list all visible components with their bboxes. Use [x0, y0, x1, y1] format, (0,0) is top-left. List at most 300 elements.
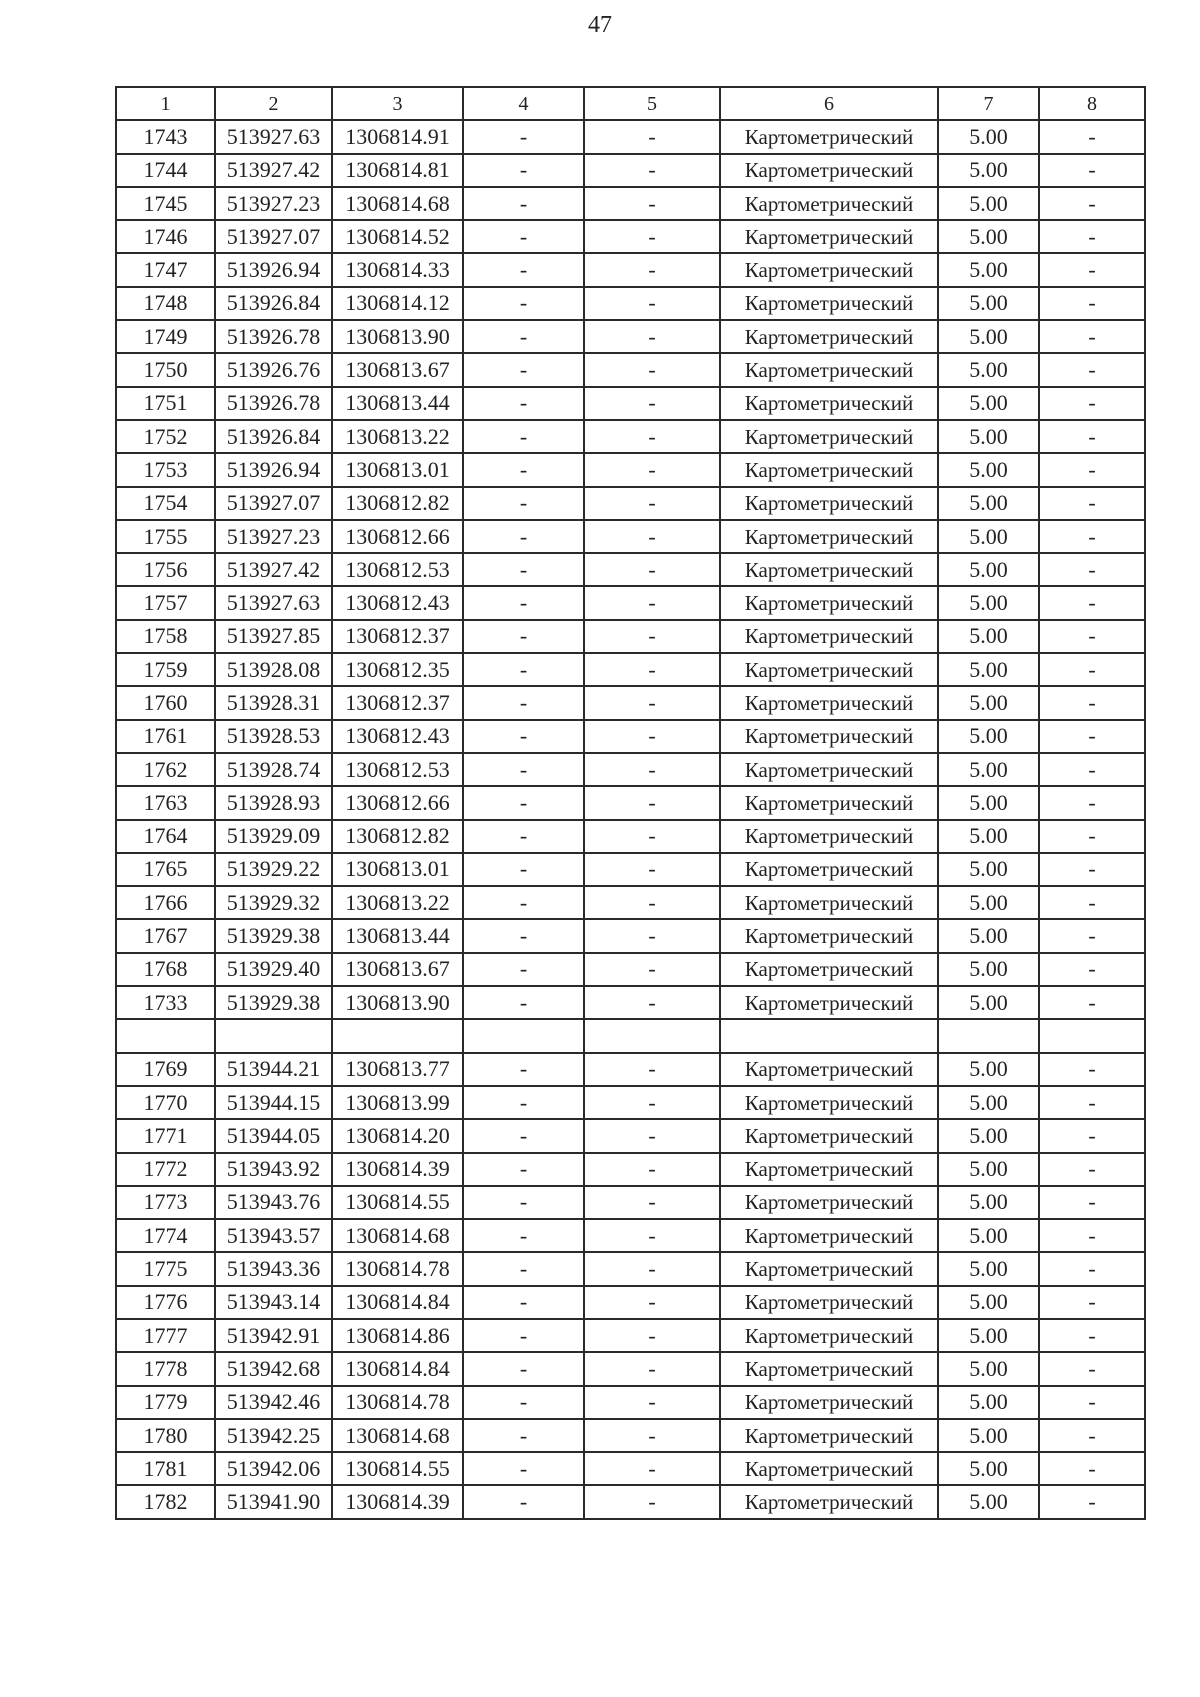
- cell-y-coordinate: 1306813.22: [332, 886, 463, 919]
- cell-point-number: 1781: [116, 1452, 215, 1485]
- cell-col-4-value: -: [463, 1452, 584, 1485]
- cell-col-4-value: -: [463, 1419, 584, 1452]
- cell-accuracy: [938, 1019, 1039, 1052]
- cell-col-8-value: -: [1039, 1286, 1145, 1319]
- table-row: [116, 620, 1145, 653]
- cell-col-8-value: [1039, 1019, 1145, 1052]
- table-row: [116, 853, 1145, 886]
- cell-method: Картометрический: [720, 1452, 938, 1485]
- cell-col-5-value: -: [584, 686, 720, 719]
- cell-y-coordinate: 1306813.01: [332, 453, 463, 486]
- table-row: [116, 953, 1145, 986]
- cell-col-4-value: -: [463, 1086, 584, 1119]
- cell-point-number: 1770: [116, 1086, 215, 1119]
- table-row: [116, 287, 1145, 320]
- cell-accuracy: 5.00: [938, 187, 1039, 220]
- coordinates-table: [115, 86, 1146, 1520]
- cell-col-4-value: -: [463, 953, 584, 986]
- cell-col-5-value: -: [584, 653, 720, 686]
- cell-col-8-value: -: [1039, 1386, 1145, 1419]
- cell-col-8-value: -: [1039, 553, 1145, 586]
- cell-point-number: 1772: [116, 1153, 215, 1186]
- cell-y-coordinate: 1306814.78: [332, 1252, 463, 1285]
- cell-col-8-value: -: [1039, 120, 1145, 153]
- cell-accuracy: 5.00: [938, 1119, 1039, 1152]
- cell-col-5-value: -: [584, 187, 720, 220]
- cell-accuracy: 5.00: [938, 1186, 1039, 1219]
- cell-y-coordinate: 1306814.84: [332, 1352, 463, 1385]
- cell-x-coordinate: 513944.21: [215, 1053, 332, 1086]
- cell-y-coordinate: 1306813.67: [332, 953, 463, 986]
- cell-accuracy: 5.00: [938, 253, 1039, 286]
- cell-col-5-value: -: [584, 919, 720, 952]
- table-row: [116, 586, 1145, 619]
- cell-y-coordinate: 1306814.20: [332, 1119, 463, 1152]
- cell-x-coordinate: 513926.84: [215, 420, 332, 453]
- cell-point-number: 1768: [116, 953, 215, 986]
- cell-col-8-value: -: [1039, 1252, 1145, 1285]
- cell-col-8-value: -: [1039, 919, 1145, 952]
- cell-point-number: 1743: [116, 120, 215, 153]
- cell-x-coordinate: 513928.53: [215, 720, 332, 753]
- cell-col-8-value: -: [1039, 1219, 1145, 1252]
- cell-y-coordinate: 1306813.01: [332, 853, 463, 886]
- column-header: 1: [116, 87, 215, 120]
- cell-x-coordinate: 513929.22: [215, 853, 332, 886]
- table-row: [116, 387, 1145, 420]
- cell-x-coordinate: 513928.31: [215, 686, 332, 719]
- table-row: [116, 1119, 1145, 1152]
- cell-point-number: 1758: [116, 620, 215, 653]
- cell-col-8-value: -: [1039, 387, 1145, 420]
- page-number: 47: [588, 12, 612, 38]
- cell-method: Картометрический: [720, 287, 938, 320]
- cell-col-5-value: -: [584, 320, 720, 353]
- cell-y-coordinate: 1306812.37: [332, 686, 463, 719]
- cell-point-number: 1754: [116, 487, 215, 520]
- cell-col-5-value: -: [584, 453, 720, 486]
- column-header: 6: [720, 87, 938, 120]
- cell-col-4-value: -: [463, 820, 584, 853]
- cell-method: Картометрический: [720, 1386, 938, 1419]
- cell-y-coordinate: 1306814.91: [332, 120, 463, 153]
- table-row: [116, 1186, 1145, 1219]
- cell-col-4-value: -: [463, 886, 584, 919]
- cell-col-8-value: -: [1039, 253, 1145, 286]
- table-row: [116, 1419, 1145, 1452]
- cell-accuracy: 5.00: [938, 886, 1039, 919]
- cell-col-4-value: -: [463, 853, 584, 886]
- cell-point-number: 1751: [116, 387, 215, 420]
- cell-col-5-value: -: [584, 620, 720, 653]
- table-row: [116, 986, 1145, 1019]
- cell-x-coordinate: [215, 1019, 332, 1052]
- cell-col-8-value: -: [1039, 154, 1145, 187]
- cell-method: Картометрический: [720, 1485, 938, 1518]
- cell-y-coordinate: 1306812.35: [332, 653, 463, 686]
- cell-accuracy: 5.00: [938, 1286, 1039, 1319]
- cell-accuracy: 5.00: [938, 1219, 1039, 1252]
- cell-point-number: 1763: [116, 786, 215, 819]
- table-row: [116, 320, 1145, 353]
- cell-col-5-value: -: [584, 1186, 720, 1219]
- cell-point-number: 1744: [116, 154, 215, 187]
- cell-method: Картометрический: [720, 387, 938, 420]
- cell-method: Картометрический: [720, 620, 938, 653]
- cell-col-5-value: -: [584, 1319, 720, 1352]
- table-row: [116, 453, 1145, 486]
- cell-col-4-value: -: [463, 720, 584, 753]
- cell-accuracy: 5.00: [938, 1053, 1039, 1086]
- cell-method: Картометрический: [720, 886, 938, 919]
- cell-x-coordinate: 513942.91: [215, 1319, 332, 1352]
- cell-method: Картометрический: [720, 1119, 938, 1152]
- cell-col-8-value: -: [1039, 853, 1145, 886]
- cell-accuracy: 5.00: [938, 853, 1039, 886]
- cell-accuracy: 5.00: [938, 1386, 1039, 1419]
- cell-method: Картометрический: [720, 720, 938, 753]
- cell-accuracy: 5.00: [938, 620, 1039, 653]
- table-row: [116, 1485, 1145, 1518]
- cell-point-number: 1756: [116, 553, 215, 586]
- cell-x-coordinate: 513929.38: [215, 986, 332, 1019]
- cell-col-5-value: -: [584, 1386, 720, 1419]
- cell-x-coordinate: 513942.46: [215, 1386, 332, 1419]
- cell-method: Картометрический: [720, 586, 938, 619]
- cell-accuracy: 5.00: [938, 786, 1039, 819]
- cell-method: Картометрический: [720, 187, 938, 220]
- cell-x-coordinate: 513926.94: [215, 253, 332, 286]
- cell-point-number: 1779: [116, 1386, 215, 1419]
- cell-col-4-value: -: [463, 1053, 584, 1086]
- cell-x-coordinate: 513944.05: [215, 1119, 332, 1152]
- cell-x-coordinate: 513943.14: [215, 1286, 332, 1319]
- cell-col-4-value: -: [463, 1219, 584, 1252]
- cell-y-coordinate: [332, 1019, 463, 1052]
- cell-col-8-value: -: [1039, 1186, 1145, 1219]
- cell-col-8-value: -: [1039, 1086, 1145, 1119]
- cell-col-5-value: -: [584, 1252, 720, 1285]
- cell-y-coordinate: 1306812.53: [332, 553, 463, 586]
- cell-x-coordinate: 513929.09: [215, 820, 332, 853]
- cell-point-number: [116, 1019, 215, 1052]
- cell-accuracy: 5.00: [938, 120, 1039, 153]
- cell-point-number: 1757: [116, 586, 215, 619]
- cell-y-coordinate: 1306813.44: [332, 387, 463, 420]
- cell-method: Картометрический: [720, 154, 938, 187]
- cell-accuracy: 5.00: [938, 553, 1039, 586]
- table-header-row: [116, 87, 1145, 120]
- cell-col-5-value: -: [584, 1352, 720, 1385]
- cell-y-coordinate: 1306812.82: [332, 820, 463, 853]
- table-row: [116, 1286, 1145, 1319]
- cell-accuracy: 5.00: [938, 387, 1039, 420]
- cell-point-number: 1769: [116, 1053, 215, 1086]
- cell-x-coordinate: 513928.08: [215, 653, 332, 686]
- cell-col-4-value: -: [463, 586, 584, 619]
- cell-point-number: 1746: [116, 220, 215, 253]
- cell-col-5-value: -: [584, 1053, 720, 1086]
- cell-col-8-value: -: [1039, 1119, 1145, 1152]
- cell-method: Картометрический: [720, 919, 938, 952]
- cell-col-8-value: -: [1039, 320, 1145, 353]
- cell-point-number: 1774: [116, 1219, 215, 1252]
- cell-y-coordinate: 1306813.22: [332, 420, 463, 453]
- cell-point-number: 1745: [116, 187, 215, 220]
- cell-point-number: 1773: [116, 1186, 215, 1219]
- cell-col-5-value: -: [584, 487, 720, 520]
- cell-col-8-value: -: [1039, 220, 1145, 253]
- table-row: [116, 820, 1145, 853]
- cell-col-4-value: -: [463, 1286, 584, 1319]
- table-row: [116, 720, 1145, 753]
- cell-x-coordinate: 513943.57: [215, 1219, 332, 1252]
- cell-col-8-value: -: [1039, 686, 1145, 719]
- cell-method: Картометрический: [720, 1352, 938, 1385]
- cell-y-coordinate: 1306814.33: [332, 253, 463, 286]
- cell-accuracy: 5.00: [938, 220, 1039, 253]
- cell-y-coordinate: 1306812.82: [332, 487, 463, 520]
- cell-accuracy: 5.00: [938, 487, 1039, 520]
- cell-col-5-value: -: [584, 886, 720, 919]
- cell-method: Картометрический: [720, 1053, 938, 1086]
- cell-col-4-value: -: [463, 553, 584, 586]
- cell-point-number: 1778: [116, 1352, 215, 1385]
- cell-col-5-value: -: [584, 253, 720, 286]
- cell-point-number: 1765: [116, 853, 215, 886]
- cell-col-4-value: -: [463, 120, 584, 153]
- cell-col-5-value: -: [584, 1485, 720, 1518]
- cell-method: Картометрический: [720, 686, 938, 719]
- cell-col-5-value: -: [584, 786, 720, 819]
- table-row: [116, 786, 1145, 819]
- cell-x-coordinate: 513926.84: [215, 287, 332, 320]
- cell-method: Картометрический: [720, 1219, 938, 1252]
- cell-method: Картометрический: [720, 220, 938, 253]
- cell-col-5-value: -: [584, 353, 720, 386]
- table-row: [116, 886, 1145, 919]
- cell-col-5-value: -: [584, 1219, 720, 1252]
- cell-col-4-value: -: [463, 1386, 584, 1419]
- cell-x-coordinate: 513926.94: [215, 453, 332, 486]
- cell-col-5-value: -: [584, 1153, 720, 1186]
- column-header: 4: [463, 87, 584, 120]
- cell-method: Картометрический: [720, 1419, 938, 1452]
- cell-point-number: 1777: [116, 1319, 215, 1352]
- cell-accuracy: 5.00: [938, 287, 1039, 320]
- column-header: 5: [584, 87, 720, 120]
- cell-method: Картометрический: [720, 986, 938, 1019]
- table-row: [116, 1053, 1145, 1086]
- cell-col-8-value: -: [1039, 1485, 1145, 1518]
- cell-y-coordinate: 1306814.86: [332, 1319, 463, 1352]
- cell-col-4-value: [463, 1019, 584, 1052]
- cell-accuracy: 5.00: [938, 453, 1039, 486]
- cell-col-4-value: -: [463, 253, 584, 286]
- cell-col-5-value: -: [584, 953, 720, 986]
- cell-col-8-value: -: [1039, 1419, 1145, 1452]
- cell-col-8-value: -: [1039, 187, 1145, 220]
- cell-col-8-value: -: [1039, 487, 1145, 520]
- cell-col-5-value: [584, 1019, 720, 1052]
- cell-point-number: 1764: [116, 820, 215, 853]
- table-row: [116, 253, 1145, 286]
- cell-x-coordinate: 513926.78: [215, 320, 332, 353]
- cell-y-coordinate: 1306814.12: [332, 287, 463, 320]
- cell-accuracy: 5.00: [938, 586, 1039, 619]
- table-row: [116, 653, 1145, 686]
- cell-col-4-value: -: [463, 1186, 584, 1219]
- cell-y-coordinate: 1306814.39: [332, 1485, 463, 1518]
- cell-y-coordinate: 1306812.66: [332, 520, 463, 553]
- cell-col-8-value: -: [1039, 1153, 1145, 1186]
- cell-method: Картометрический: [720, 120, 938, 153]
- cell-y-coordinate: 1306812.53: [332, 753, 463, 786]
- cell-y-coordinate: 1306813.67: [332, 353, 463, 386]
- cell-col-5-value: -: [584, 753, 720, 786]
- cell-col-8-value: -: [1039, 1452, 1145, 1485]
- table-row: [116, 187, 1145, 220]
- cell-col-5-value: -: [584, 287, 720, 320]
- cell-y-coordinate: 1306814.78: [332, 1386, 463, 1419]
- cell-y-coordinate: 1306812.66: [332, 786, 463, 819]
- cell-col-4-value: -: [463, 187, 584, 220]
- cell-method: Картометрический: [720, 653, 938, 686]
- cell-y-coordinate: 1306813.44: [332, 919, 463, 952]
- cell-x-coordinate: 513927.23: [215, 187, 332, 220]
- cell-col-4-value: -: [463, 520, 584, 553]
- cell-col-4-value: -: [463, 353, 584, 386]
- cell-col-8-value: -: [1039, 753, 1145, 786]
- cell-col-8-value: -: [1039, 786, 1145, 819]
- cell-point-number: 1776: [116, 1286, 215, 1319]
- cell-col-4-value: -: [463, 453, 584, 486]
- cell-accuracy: 5.00: [938, 520, 1039, 553]
- cell-col-5-value: -: [584, 120, 720, 153]
- cell-col-8-value: -: [1039, 653, 1145, 686]
- cell-col-4-value: -: [463, 154, 584, 187]
- cell-y-coordinate: 1306814.39: [332, 1153, 463, 1186]
- cell-x-coordinate: 513941.90: [215, 1485, 332, 1518]
- cell-method: Картометрический: [720, 753, 938, 786]
- cell-x-coordinate: 513926.78: [215, 387, 332, 420]
- cell-x-coordinate: 513929.38: [215, 919, 332, 952]
- cell-method: Картометрический: [720, 1286, 938, 1319]
- cell-x-coordinate: 513943.92: [215, 1153, 332, 1186]
- cell-method: Картометрический: [720, 820, 938, 853]
- cell-col-8-value: -: [1039, 820, 1145, 853]
- cell-point-number: 1767: [116, 919, 215, 952]
- cell-accuracy: 5.00: [938, 1086, 1039, 1119]
- table-row: [116, 753, 1145, 786]
- cell-col-5-value: -: [584, 1286, 720, 1319]
- cell-method: Картометрический: [720, 1086, 938, 1119]
- cell-x-coordinate: 513927.42: [215, 154, 332, 187]
- column-header: 3: [332, 87, 463, 120]
- cell-accuracy: 5.00: [938, 686, 1039, 719]
- cell-point-number: 1759: [116, 653, 215, 686]
- table-row: [116, 1086, 1145, 1119]
- cell-accuracy: 5.00: [938, 1252, 1039, 1285]
- cell-col-4-value: -: [463, 753, 584, 786]
- cell-col-4-value: -: [463, 786, 584, 819]
- cell-accuracy: 5.00: [938, 1153, 1039, 1186]
- cell-x-coordinate: 513928.74: [215, 753, 332, 786]
- cell-x-coordinate: 513927.63: [215, 586, 332, 619]
- cell-x-coordinate: 513927.42: [215, 553, 332, 586]
- table-row: [116, 154, 1145, 187]
- cell-point-number: 1749: [116, 320, 215, 353]
- table-row: [116, 686, 1145, 719]
- cell-col-4-value: -: [463, 919, 584, 952]
- cell-x-coordinate: 513942.68: [215, 1352, 332, 1385]
- cell-col-5-value: -: [584, 553, 720, 586]
- cell-method: Картометрический: [720, 453, 938, 486]
- cell-col-5-value: -: [584, 986, 720, 1019]
- cell-y-coordinate: 1306814.55: [332, 1186, 463, 1219]
- cell-col-5-value: -: [584, 420, 720, 453]
- cell-point-number: 1762: [116, 753, 215, 786]
- cell-col-4-value: -: [463, 1153, 584, 1186]
- cell-col-4-value: -: [463, 420, 584, 453]
- cell-accuracy: 5.00: [938, 653, 1039, 686]
- table-row: [116, 1153, 1145, 1186]
- cell-point-number: 1766: [116, 886, 215, 919]
- cell-accuracy: 5.00: [938, 753, 1039, 786]
- cell-col-8-value: -: [1039, 1053, 1145, 1086]
- cell-col-5-value: -: [584, 720, 720, 753]
- cell-col-4-value: -: [463, 1119, 584, 1152]
- cell-point-number: 1755: [116, 520, 215, 553]
- cell-col-5-value: -: [584, 853, 720, 886]
- table-row: [116, 1219, 1145, 1252]
- cell-point-number: 1748: [116, 287, 215, 320]
- cell-col-4-value: -: [463, 287, 584, 320]
- table-row: [116, 520, 1145, 553]
- cell-accuracy: 5.00: [938, 820, 1039, 853]
- cell-method: Картометрический: [720, 786, 938, 819]
- cell-accuracy: 5.00: [938, 953, 1039, 986]
- cell-accuracy: 5.00: [938, 154, 1039, 187]
- cell-col-8-value: -: [1039, 287, 1145, 320]
- table-row: [116, 1386, 1145, 1419]
- table-row: [116, 1019, 1145, 1052]
- cell-x-coordinate: 513943.76: [215, 1186, 332, 1219]
- cell-point-number: 1782: [116, 1485, 215, 1518]
- cell-y-coordinate: 1306813.90: [332, 320, 463, 353]
- cell-col-8-value: -: [1039, 1352, 1145, 1385]
- cell-col-4-value: -: [463, 387, 584, 420]
- cell-method: Картометрический: [720, 353, 938, 386]
- cell-method: Картометрический: [720, 487, 938, 520]
- cell-x-coordinate: 513927.85: [215, 620, 332, 653]
- cell-col-4-value: -: [463, 220, 584, 253]
- cell-method: Картометрический: [720, 420, 938, 453]
- cell-y-coordinate: 1306812.37: [332, 620, 463, 653]
- cell-y-coordinate: 1306812.43: [332, 586, 463, 619]
- cell-point-number: 1753: [116, 453, 215, 486]
- cell-col-5-value: -: [584, 1119, 720, 1152]
- cell-method: Картометрический: [720, 520, 938, 553]
- cell-col-4-value: -: [463, 1252, 584, 1285]
- cell-accuracy: 5.00: [938, 1419, 1039, 1452]
- table-row: [116, 553, 1145, 586]
- cell-y-coordinate: 1306813.99: [332, 1086, 463, 1119]
- cell-col-8-value: -: [1039, 353, 1145, 386]
- cell-y-coordinate: 1306813.90: [332, 986, 463, 1019]
- table-row: [116, 919, 1145, 952]
- cell-method: Картометрический: [720, 1153, 938, 1186]
